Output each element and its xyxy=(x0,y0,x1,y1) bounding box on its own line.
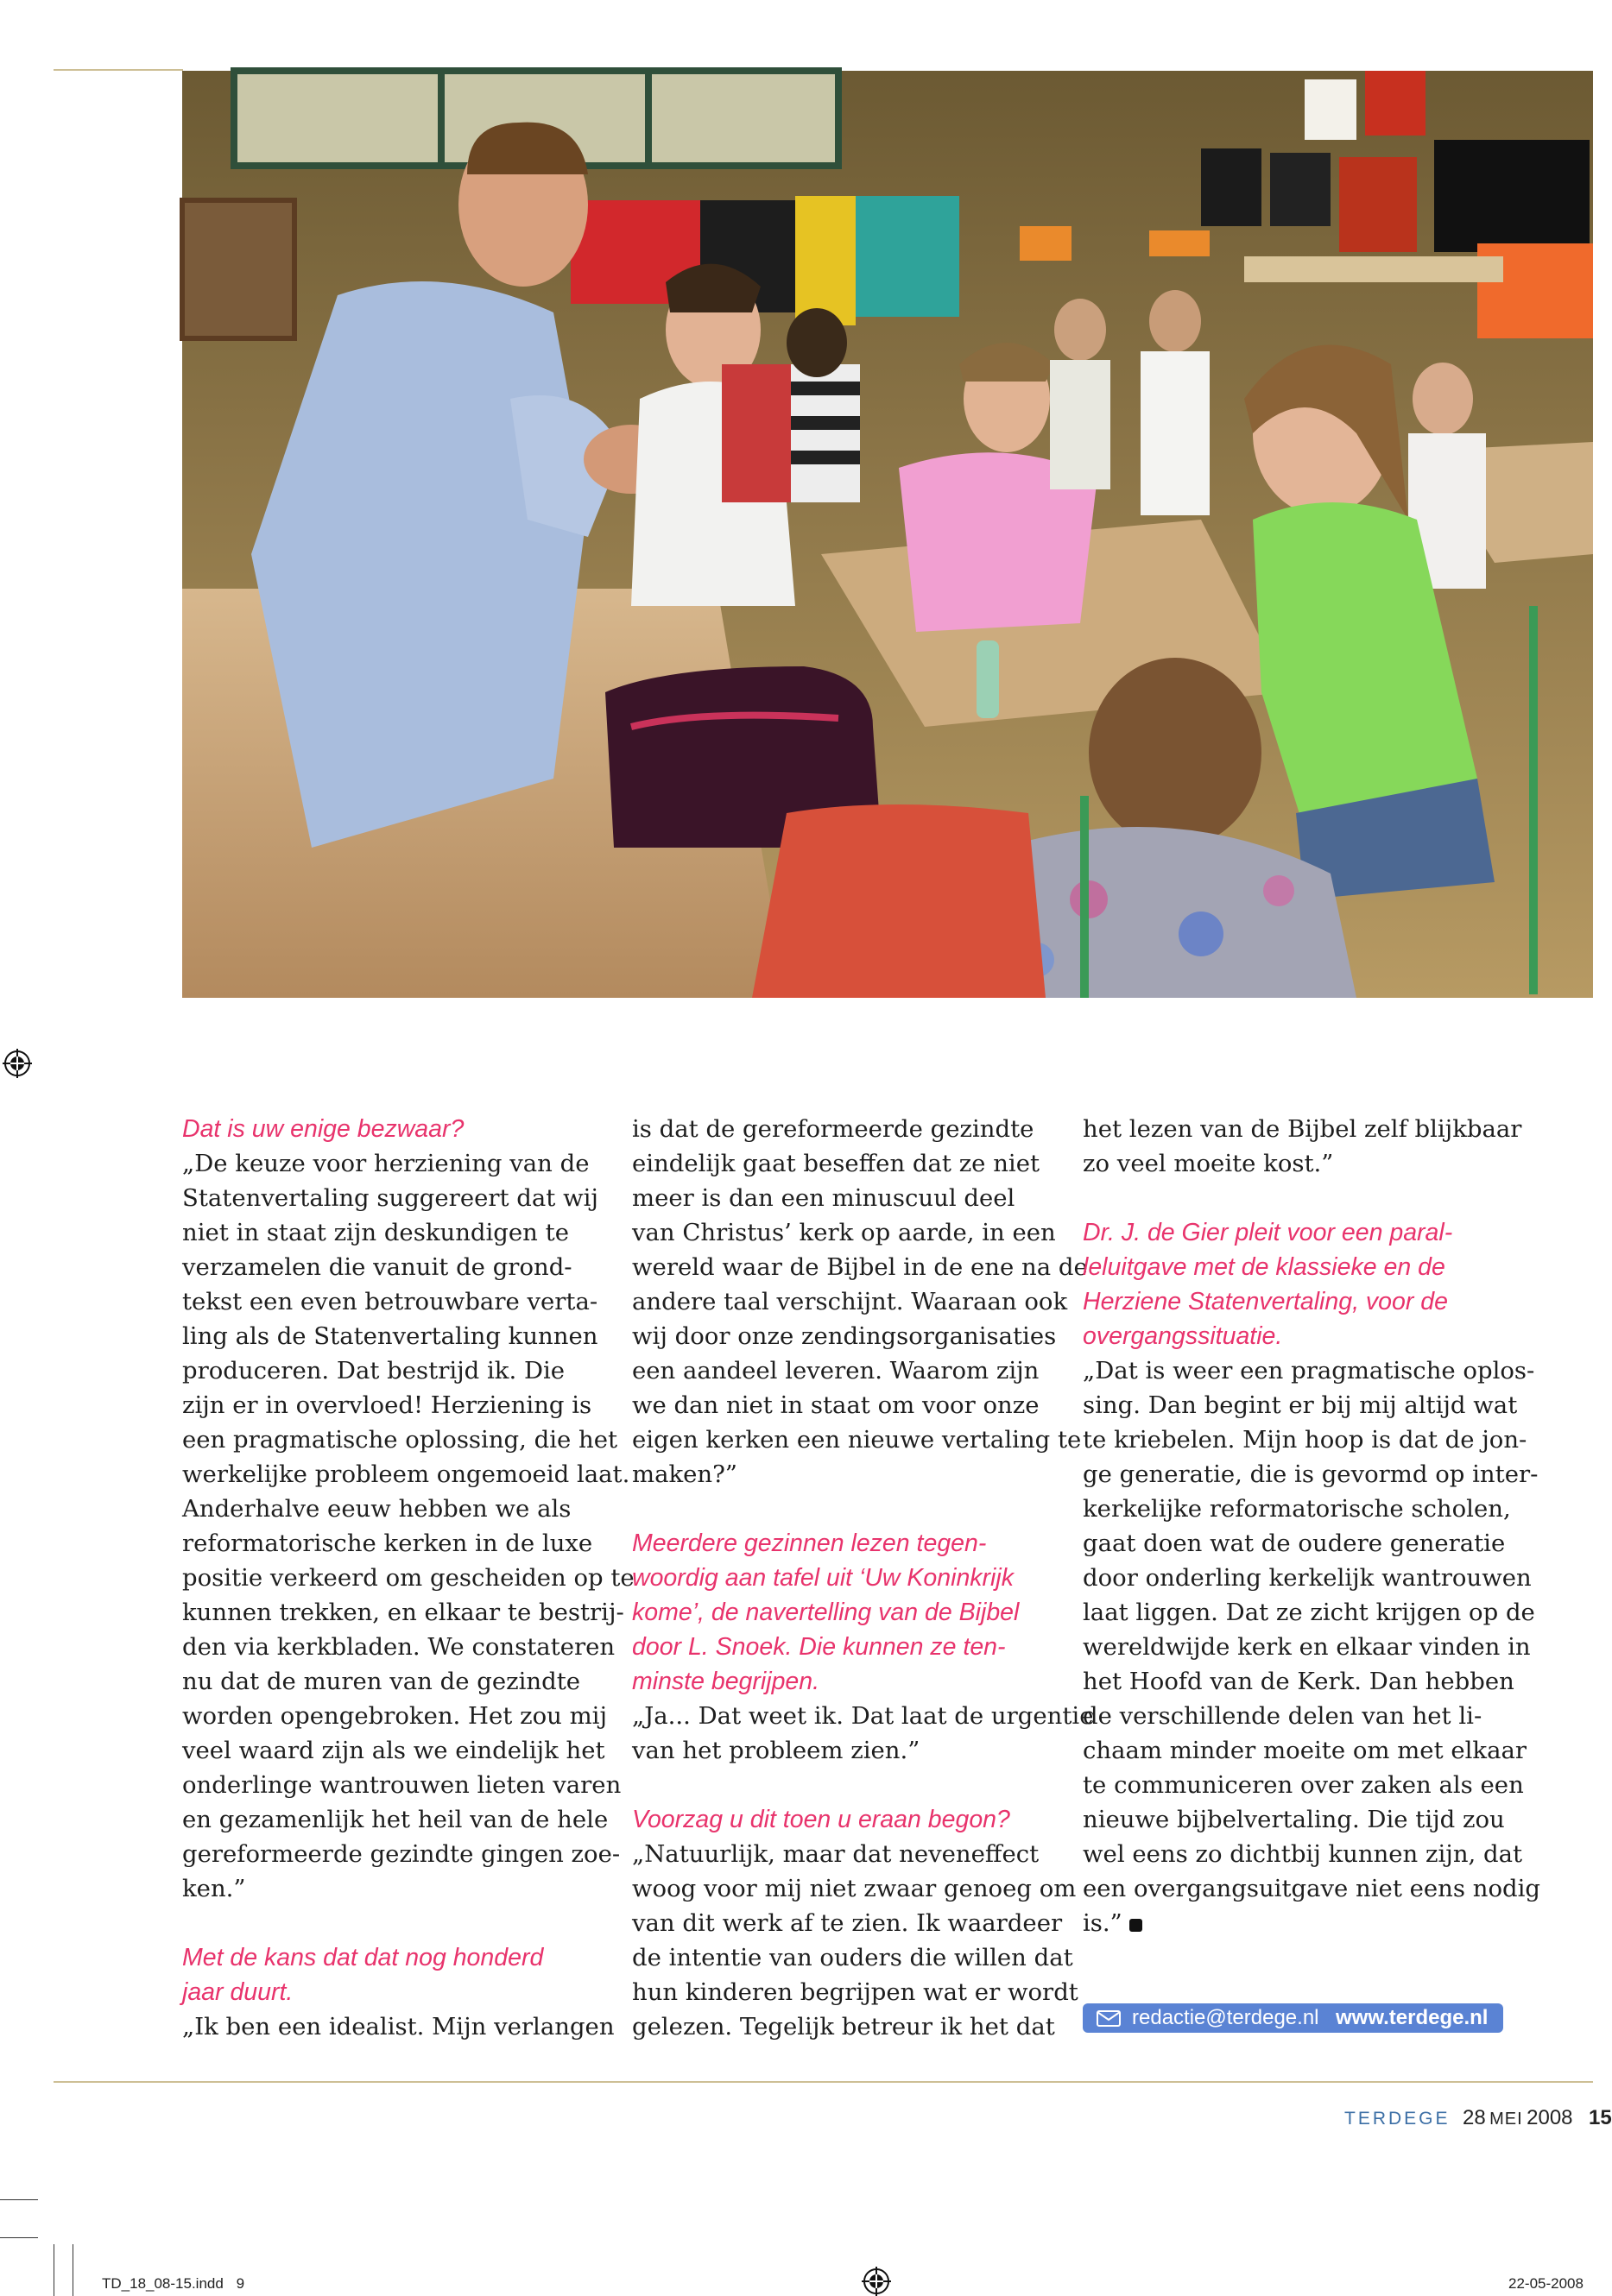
body-text-line: van dit werk af te zien. Ik waardeer xyxy=(632,1909,1063,1937)
body-text-line: van het probleem zien.” xyxy=(632,1737,920,1764)
body-text-line: laat liggen. Dat ze zicht krijgen op de xyxy=(1083,1599,1535,1626)
body-text-line: de verschillende delen van het li- xyxy=(1083,1702,1482,1730)
interview-question-line: overgangssituatie. xyxy=(1083,1322,1283,1350)
body-text-line: is dat de gereformeerde gezindte xyxy=(632,1115,1034,1143)
body-text-line: positie verkeerd om gescheiden op te xyxy=(182,1564,635,1592)
body-text-line: eigen kerken een nieuwe vertaling te xyxy=(632,1426,1082,1454)
slug-filename: TD_18_08-15.indd xyxy=(102,2275,224,2292)
article-column-left xyxy=(182,1112,635,2044)
body-text-line: zijn er in overvloed! Herziening is xyxy=(182,1391,592,1419)
body-text-line: we dan niet in staat om voor onze xyxy=(632,1391,1040,1419)
footer-page-number: 15 xyxy=(1588,2106,1612,2129)
body-text-line: „Ja... Dat weet ik. Dat laat de urgentie xyxy=(632,1702,1094,1730)
body-text-line: gelezen. Tegelijk betreur ik het dat xyxy=(632,2013,1055,2041)
body-text-line: onderlinge wantrouwen lieten varen xyxy=(182,1771,622,1799)
body-text-line: „Ik ben een idealist. Mijn verlangen xyxy=(182,2013,615,2041)
body-text-line: een aandeel leveren. Waarom zijn xyxy=(632,1357,1040,1385)
body-text-line: sing. Dan begint er bij mij altijd wat xyxy=(1083,1391,1518,1419)
top-rule xyxy=(54,69,183,71)
body-text-line: ken.” xyxy=(182,1875,246,1902)
footer-date-month: MEI xyxy=(1489,2110,1523,2129)
body-text-line: chaam minder moeite om met elkaar xyxy=(1083,1737,1527,1764)
body-text-line: tekst een even betrouwbare verta- xyxy=(182,1288,598,1315)
bottom-rule xyxy=(54,2081,1593,2083)
classroom-photo-icon xyxy=(182,71,1593,998)
interview-question-line: Meerdere gezinnen lezen tegen- xyxy=(632,1530,987,1557)
body-text-line: worden opengebroken. Het zou mij xyxy=(182,1702,607,1730)
body-text-line: den via kerkbladen. We constateren xyxy=(182,1633,616,1661)
body-text-line: gereformeerde gezindte gingen zoe- xyxy=(182,1840,621,1868)
body-text-line: wereld waar de Bijbel in de ene na de xyxy=(632,1253,1088,1281)
body-text-line: te kriebelen. Mijn hoop is dat de jon- xyxy=(1083,1426,1527,1454)
paragraph-gap xyxy=(1083,1181,1532,1215)
slug-file xyxy=(102,2275,244,2293)
body-text-line: wel eens zo dichtbij kunnen zijn, dat xyxy=(1083,1840,1523,1868)
envelope-icon xyxy=(1097,2010,1121,2027)
body-text-line: veel waard zijn als we eindelijk het xyxy=(182,1737,605,1764)
paragraph-gap xyxy=(182,1906,605,1940)
article-end-mark-icon xyxy=(1129,1919,1142,1932)
body-text-line: Anderhalve eeuw hebben we als xyxy=(182,1495,572,1523)
body-text-line: niet in staat zijn deskundigen te xyxy=(182,1219,569,1246)
interview-question-line: door L. Snoek. Die kunnen ze ten- xyxy=(632,1633,1006,1661)
footer-date-day: 28 xyxy=(1462,2106,1486,2129)
body-text-line: woog voor mij niet zwaar genoeg om xyxy=(632,1875,1077,1902)
body-text-line: te communiceren over zaken als een xyxy=(1083,1771,1524,1799)
body-text-line: en gezamenlijk het heil van de hele xyxy=(182,1806,609,1833)
body-text-line: maken?” xyxy=(632,1460,737,1488)
body-text-line: kunnen trekken, en elkaar te bestrij- xyxy=(182,1599,624,1626)
body-text-line: het Hoofd van de Kerk. Dan hebben xyxy=(1083,1668,1514,1695)
interview-question-line: minste begrijpen. xyxy=(632,1668,820,1695)
footer-date-year: 2008 xyxy=(1527,2106,1573,2129)
page-footer xyxy=(1344,2106,1612,2130)
body-text-line: „Dat is weer een pragmatische oplos- xyxy=(1083,1357,1535,1385)
contact-email[interactable]: redactie@terdege.nl xyxy=(1132,2006,1319,2029)
article-column-middle xyxy=(632,1112,1094,2044)
body-text-line: het lezen van de Bijbel zelf blijkbaar xyxy=(1083,1115,1522,1143)
body-text-line: zo veel moeite kost.” xyxy=(1083,1150,1334,1177)
body-text-line: werkelijke probleem ongemoeid laat. xyxy=(182,1460,630,1488)
body-text-line: verzamelen die vanuit de grond- xyxy=(182,1253,572,1281)
interview-question-line: Met de kans dat dat nog honderd xyxy=(182,1944,544,1971)
body-text-line: meer is dan een minuscuul deel xyxy=(632,1184,1015,1212)
body-text-line: „Natuurlijk, maar dat neveneffect xyxy=(632,1840,1040,1868)
interview-question-line: Dr. J. de Gier pleit voor een paral- xyxy=(1083,1219,1453,1246)
paragraph-gap xyxy=(632,1768,1064,1802)
body-text-line: wereldwijde kerk en elkaar vinden in xyxy=(1083,1633,1531,1661)
body-text-line: Statenvertaling suggereert dat wij xyxy=(182,1184,598,1212)
body-text-line: van Christus’ kerk op aarde, in een xyxy=(632,1219,1056,1246)
body-text-line: door onderling kerkelijk wantrouwen xyxy=(1083,1564,1532,1592)
interview-question-line: Voorzag u dit toen u eraan begon? xyxy=(632,1806,1010,1833)
body-text-line: gaat doen wat de oudere generatie xyxy=(1083,1530,1506,1557)
body-text-line: eindelijk gaat beseffen dat ze niet xyxy=(632,1150,1040,1177)
interview-question-line: leluitgave met de klassieke en de xyxy=(1083,1253,1445,1281)
body-text-line: ge generatie, die is gevormd op inter- xyxy=(1083,1460,1539,1488)
interview-question-line: kome’, de navertelling van de Bijbel xyxy=(632,1599,1020,1626)
interview-question-line: jaar duurt. xyxy=(182,1978,294,2006)
body-text-line: een pragmatische oplossing, die het xyxy=(182,1426,618,1454)
crop-mark xyxy=(0,2237,38,2238)
registration-mark-icon xyxy=(3,1049,32,1078)
classroom-photo xyxy=(182,71,1593,998)
body-text-line: de intentie van ouders die willen dat xyxy=(632,1944,1073,1971)
body-text-line: nieuwe bijbelvertaling. Die tijd zou xyxy=(1083,1806,1505,1833)
contact-website[interactable]: www.terdege.nl xyxy=(1336,2006,1489,2029)
contact-bar xyxy=(1083,2003,1503,2033)
body-text-line: nu dat de muren van de gezindte xyxy=(182,1668,581,1695)
article-column-right xyxy=(1083,1112,1541,1940)
body-text-line: hun kinderen begrijpen wat er wordt xyxy=(632,1978,1078,2006)
body-text-line: „De keuze voor herziening van de xyxy=(182,1150,590,1177)
crop-mark xyxy=(0,2199,38,2200)
body-text-line: reformatorische kerken in de luxe xyxy=(182,1530,593,1557)
slug-date: 22-05-2008 xyxy=(1508,2275,1584,2292)
body-text-line: kerkelijke reformatorische scholen, xyxy=(1083,1495,1511,1523)
body-text-line: ling als de Statenvertaling kunnen xyxy=(182,1322,598,1350)
body-text-line: een overgangsuitgave niet eens nodig xyxy=(1083,1875,1541,1902)
body-text-line: wij door onze zendingsorganisaties xyxy=(632,1322,1057,1350)
paragraph-gap xyxy=(632,1492,1064,1526)
interview-question-line: Herziene Statenvertaling, voor de xyxy=(1083,1288,1448,1315)
body-text-line: produceren. Dat bestrijd ik. Die xyxy=(182,1357,566,1385)
footer-magazine-name: TERDEGE xyxy=(1344,2109,1451,2129)
body-text-line: is.” xyxy=(1083,1906,1532,1940)
registration-mark-icon xyxy=(862,2267,891,2296)
body-text-line: andere taal verschijnt. Waaraan ook xyxy=(632,1288,1068,1315)
slug-page: 9 xyxy=(236,2275,245,2292)
interview-question-line: Dat is uw enige bezwaar? xyxy=(182,1115,465,1143)
interview-question-line: woordig aan tafel uit ‘Uw Koninkrijk xyxy=(632,1564,1014,1592)
